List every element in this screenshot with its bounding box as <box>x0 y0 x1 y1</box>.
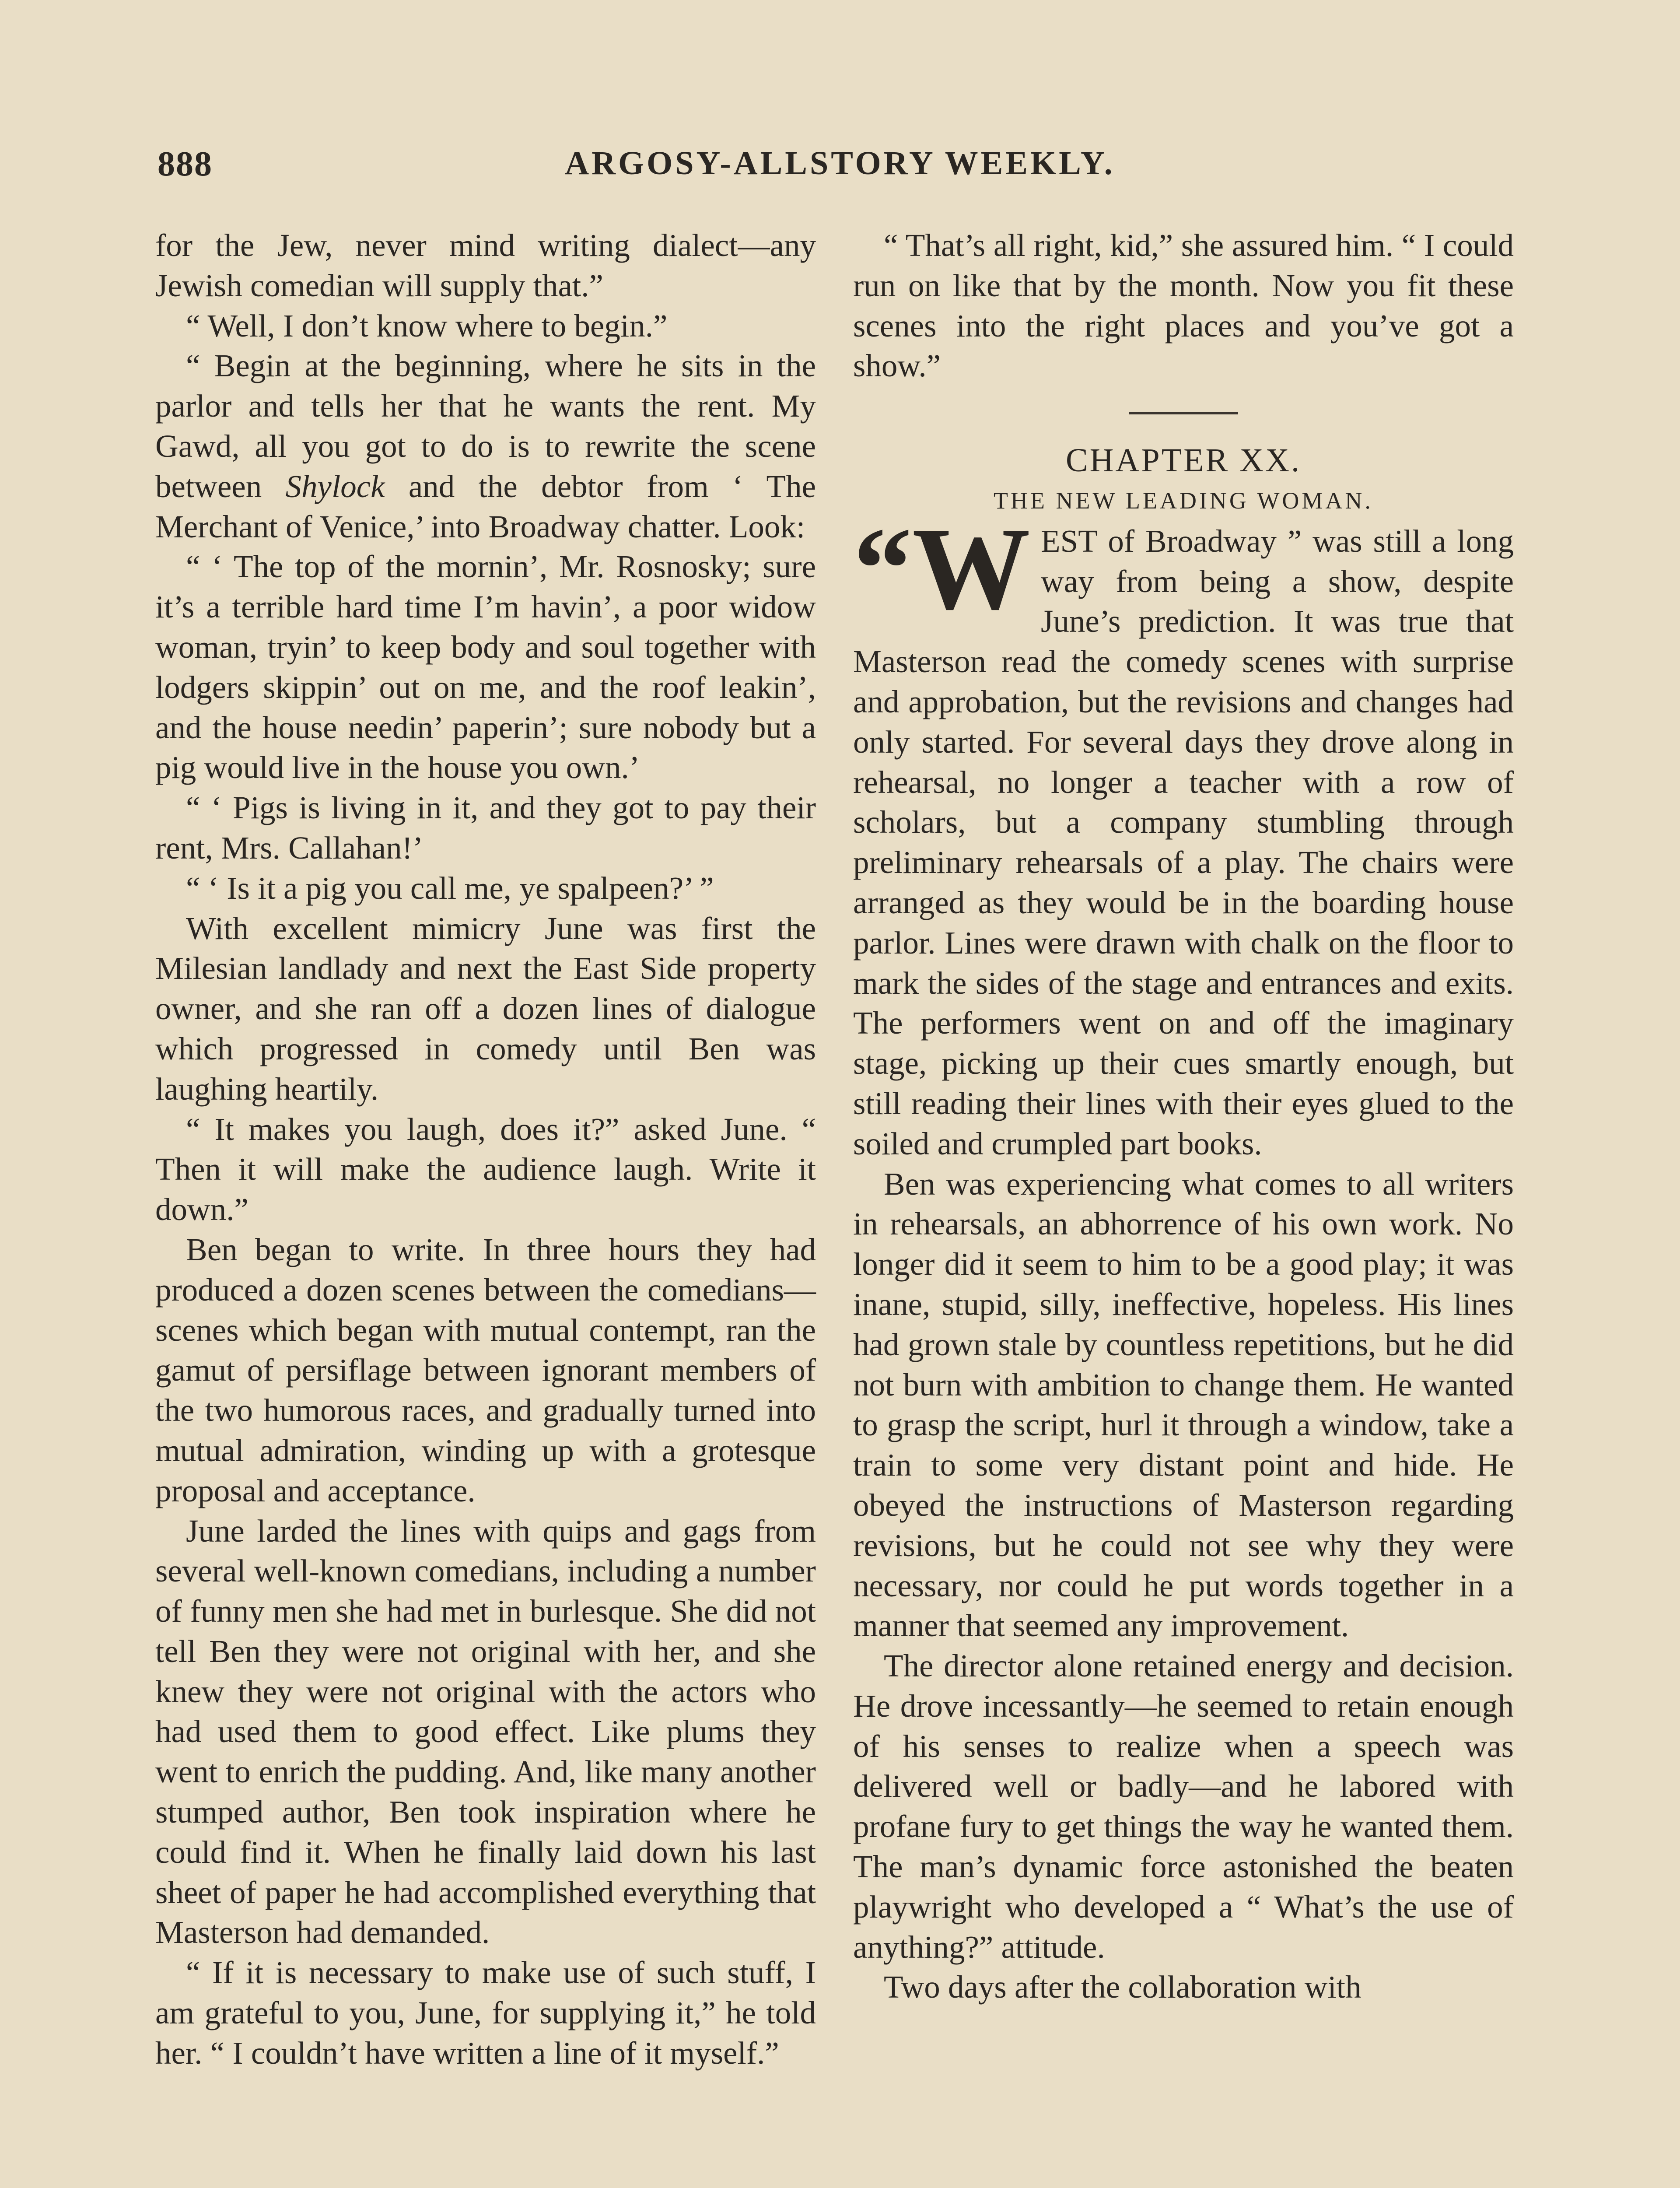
paragraph: The director alone retained energy and decision. He drove incessantly—he seemed to retain enough of his senses to realize when a speech was delivered well or badly—and he labored with profane fury to get things the way he wanted them. The man’s dynamic force astonished the beaten playwright who developed a “ What’s the use of anything?” attitude. <box>853 1648 1514 1965</box>
paragraph: for the Jew, never mind writing dialect—any Jewish comedian will supply that.” <box>155 228 816 303</box>
paragraph-text: EST of Broadway ” was still a long way from being a show, despite June’s prediction. It was true that Masterson read the comedy scenes with surprise and approbation, but the revisions and changes had only started. For several days they drove along in rehearsal, no longer a teacher with a row of scholars, but a company stumbling through preliminary rehearsals of a play. The chairs were arranged as they would be in the boarding house parlor. Lines were drawn with chalk on the floor to mark the sides of the stage and entrances and exits. The performers went on and off the imaginary stage, picking up their cues smartly enough, but still reading their lines with their eyes glued to the soiled and crumpled part books. <box>853 523 1514 1161</box>
chapter-opening-paragraph <box>853 503 1514 1164</box>
left-column <box>155 225 816 2073</box>
drop-cap: “W <box>853 503 1030 634</box>
page-number: 888 <box>158 145 213 183</box>
paragraph: Ben began to write. In three hours they had produced a dozen scenes between the comedians—scenes which began with mutual contempt, ran the gamut of persiflage between ignorant members of the two humorous races, and gradually turned into mutual admiration, winding up with a grotesque proposal and acceptance. <box>155 1231 816 1508</box>
page-header <box>158 144 1522 193</box>
paragraph: “ If it is necessary to make use of such stuff, I am grateful to you, June, for supplying it,” he told her. “ I couldn’t have written a line of it myself.” <box>155 1955 816 2071</box>
paragraph: “ ‘ Is it a pig you call me, ye spalpeen?’ ” <box>186 870 714 906</box>
running-head: ARGOSY-ALLSTORY WEEKLY. <box>565 145 1115 182</box>
paragraph: Two days after the collaboration with <box>884 1969 1362 2005</box>
paragraph: With excellent mimicry June was first the Milesian landlady and next the East Side property owner, and she ran off a dozen lines of dialogue which progressed in comedy until Ben was laughing heartily. <box>155 910 816 1107</box>
section-divider <box>1129 412 1238 414</box>
paragraph-text: “ Begin at the beginning, where he sits in the parlor and tells her that he wants the rent. My Gawd, all you got to do is to rewrite the scene between <box>155 348 816 504</box>
chapter-subtitle: THE NEW LEADING WOMAN. <box>994 487 1373 514</box>
right-column <box>853 225 1514 2007</box>
paragraph: “ ‘ Pigs is living in it, and they got to pay their rent, Mrs. Callahan!’ <box>155 790 816 866</box>
paragraph: June larded the lines with quips and gags from several well-known comedians, including a number of funny men she had met in burlesque. She did not tell Ben they were not original with her, and she knew they were not original with the actors who had used them to good effect. Like plums they went to enrich the pudding. And, like many another stumped author, Ben took inspiration where he could find it. When he finally laid down his last sheet of paper he had accomplished everything that Masterson had demanded. <box>155 1513 816 1950</box>
paragraph <box>155 346 816 547</box>
paragraph: Ben was experiencing what comes to all writers in rehearsals, an abhorrence of his own work. No longer did it seem to him to be a good play; it was inane, stupid, silly, ineffective, hopeless. His lines had grown stale by countless repetitions, but he did not burn with ambition to change them. He wanted to grasp the script, hurl it through a window, take a train to some very distant point and hide. He obeyed the instructions of Masterson regarding revisions, but he could not see why they were necessary, nor could he put words together in a manner that seemed any improvement. <box>853 1166 1514 1644</box>
paragraph: “ That’s all right, kid,” she assured him. “ I could run on like that by the month. Now you fit these scenes into the right places and you’ve got a show.” <box>853 228 1514 384</box>
paragraph-text: and the debtor from ‘ The Merchant of Venice,’ into Broadway chatter. Look: <box>155 468 816 544</box>
italic-name: Shylock <box>285 468 385 504</box>
paragraph: “ ‘ The top of the mornin’, Mr. Rosnosky; sure it’s a terrible hard time I’m havin’, a poor widow woman, tryin’ to keep body and soul together with lodgers skippin’ out on me, and the roof leakin’, and the house needin’ paperin’; sure nobody but a pig would live in the house you own.’ <box>155 549 816 785</box>
paragraph: “ Well, I don’t know where to begin.” <box>186 308 668 344</box>
chapter-title: CHAPTER XX. <box>1065 442 1302 479</box>
paragraph: “ It makes you laugh, does it?” asked June. “ Then it will make the audience laugh. Write it down.” <box>155 1111 816 1227</box>
